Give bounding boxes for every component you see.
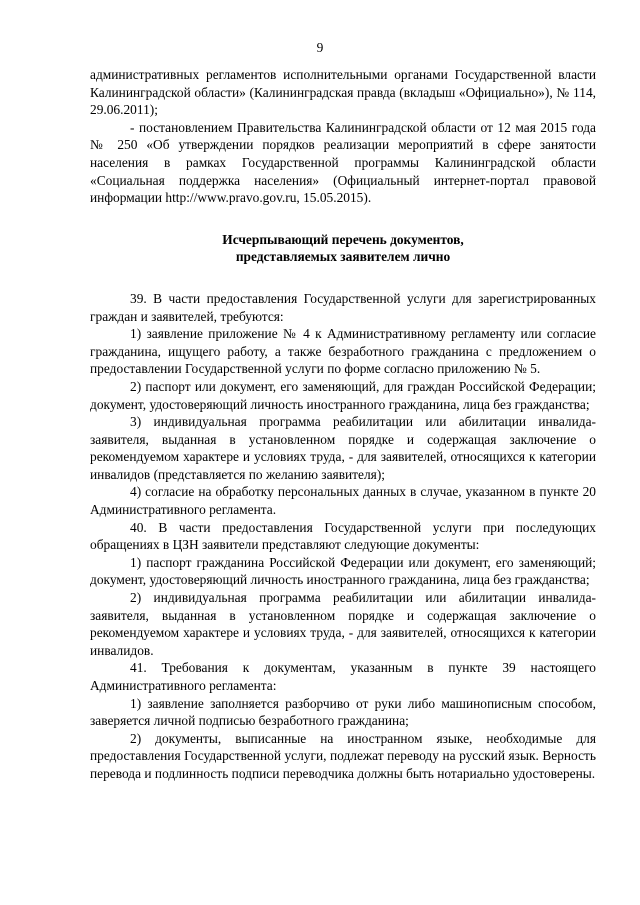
clause-40-item-2: 2) индивидуальная программа реабилитации или абилитации инвалида-заявителя, выданная в установленном порядке и содержащая заключение о рекомендуемом характере и условиях труда, - для заявителей, относящихся к категории инвалидов.: [90, 590, 596, 658]
clause-41-intro: 41. Требования к документам, указанным в пункте 39 настоящего Административного регламента:: [90, 660, 596, 693]
clause-39-intro: 39. В части предоставления Государственной услуги для зарегистрированных граждан и заявителей, требуются:: [90, 290, 596, 324]
paragraph-continuation: административных регламентов исполнительными органами Государственной власти Калининградской области» (Калининградская правда (вкладыш «Официально»), № 114, 29.06.2011);: [90, 67, 596, 118]
clause-39-item-3: 3) индивидуальная программа реабилитации или абилитации инвалида-заявителя, выданная в установленном порядке и содержащая заключение о рекомендуемом характере и условиях труда, - для заявителей, относящихся к категории инвалидов (представляется по желанию заявителя);: [90, 414, 596, 482]
document-body: [90, 66, 596, 783]
clause-39-item-4: 4) согласие на обработку персональных данных в случае, указанном в пункте 20 Административного регламента.: [90, 484, 596, 518]
clause-40-intro: 40. В части предоставления Государственной услуги при последующих обращениях в ЦЗН заявители представляют следующие документы:: [90, 519, 596, 553]
section-heading: [90, 231, 596, 266]
clause-41-item-2: 2) документы, выписанные на иностранном языке, необходимые для предоставления Государственной услуги, подлежат переводу на русский язык. Верность перевода и подлинность подписи переводчика должны быть нотариально удостоверены.: [90, 730, 596, 781]
heading-line-1: Исчерпывающий перечень документов,: [222, 231, 464, 247]
clause-39-item-2: 2) паспорт или документ, его заменяющий, для граждан Российской Федерации; документ, удостоверяющий личность иностранного гражданина, лица без гражданства;: [90, 378, 596, 412]
clause-39-item-1: 1) заявление приложение № 4 к Административному регламенту или согласие гражданина, ищущего работу, а также безработного гражданина с предложением о предоставлении Государственной услуги по форме согласно приложению № 5.: [90, 326, 596, 377]
clause-40-item-1: 1) паспорт гражданина Российской Федерации или документ, его заменяющий; документ, удостоверяющий личность иностранного гражданина, лица без гражданства;: [90, 554, 596, 588]
clause-41-item-1: 1) заявление заполняется разборчиво от руки либо машинописным способом, заверяется личной подписью безработного гражданина;: [90, 695, 596, 729]
page-number: 9: [316, 40, 324, 55]
heading-line-2: представляемых заявителем лично: [235, 249, 451, 265]
paragraph-resolution: - постановлением Правительства Калининградской области от 12 мая 2015 года № 250 «Об утверждении порядков реализации мероприятий в сфере занятости населения в рамках Государственной программы Калининградской области «Социальная поддержка населения» (Официальный интернет-портал правовой информации http://www.pravo.gov.ru, 15.05.2015).: [90, 119, 596, 206]
